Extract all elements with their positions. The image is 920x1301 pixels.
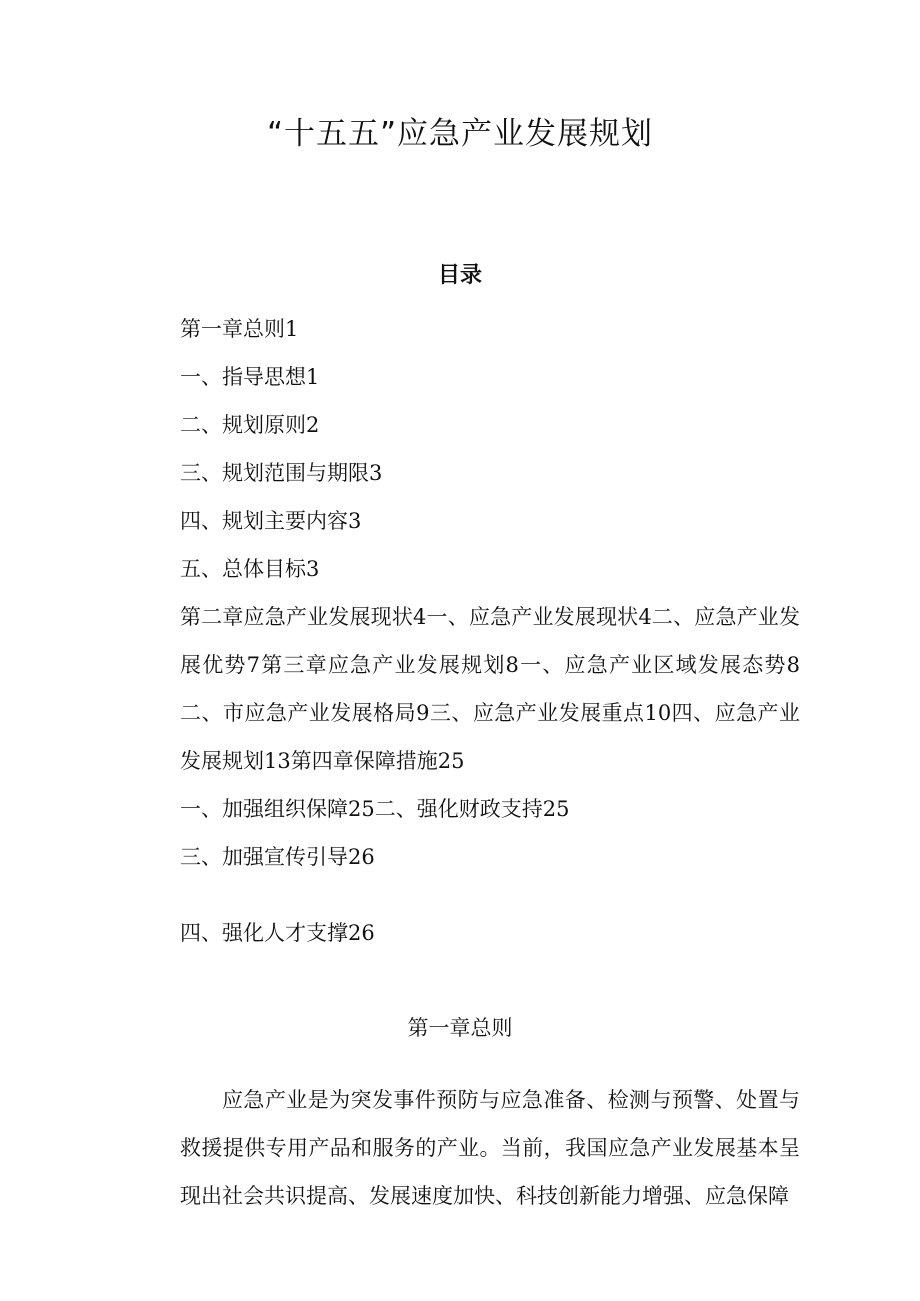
body-paragraph: 应急产业是为突发事件预防与应急准备、检测与预警、处置与救援提供专用产品和服务的产业。当前，我国应急产业发展基本呈现出社会共识提高、发展速度加快、科技创新能力增强、应急保障: [180, 1088, 800, 1208]
table-of-contents: [180, 305, 800, 957]
toc-item: 一、加强组织保障25二、强化财政支持25: [180, 797, 570, 821]
document-title: “十五五”应急产业发展规划: [266, 116, 654, 152]
chapter-heading: 第一章总则: [407, 1016, 513, 1040]
toc-item-run-on: 第二章应急产业发展现状4一、应急产业发展现状4二、应急产业发展优势7第三章应急产业发展规划8一、应急产业区域发展态势8二、市应急产业发展格局9三、应急产业发展重点10四、应急产业发展规划13第四章保障措施25: [180, 605, 800, 773]
toc-item: 四、规划主要内容3: [180, 509, 362, 533]
toc-item: 三、加强宣传引导26: [180, 845, 375, 869]
toc-item: 五、总体目标3: [180, 557, 320, 581]
toc-item: 四、强化人才支撑26: [180, 921, 375, 945]
toc-item: 二、规划原则2: [180, 413, 320, 437]
toc-heading: 目录: [437, 263, 482, 288]
toc-item: 三、规划范围与期限3: [180, 461, 383, 485]
toc-item: 一、指导思想1: [180, 365, 320, 389]
toc-item: 第一章总则1: [180, 317, 299, 341]
